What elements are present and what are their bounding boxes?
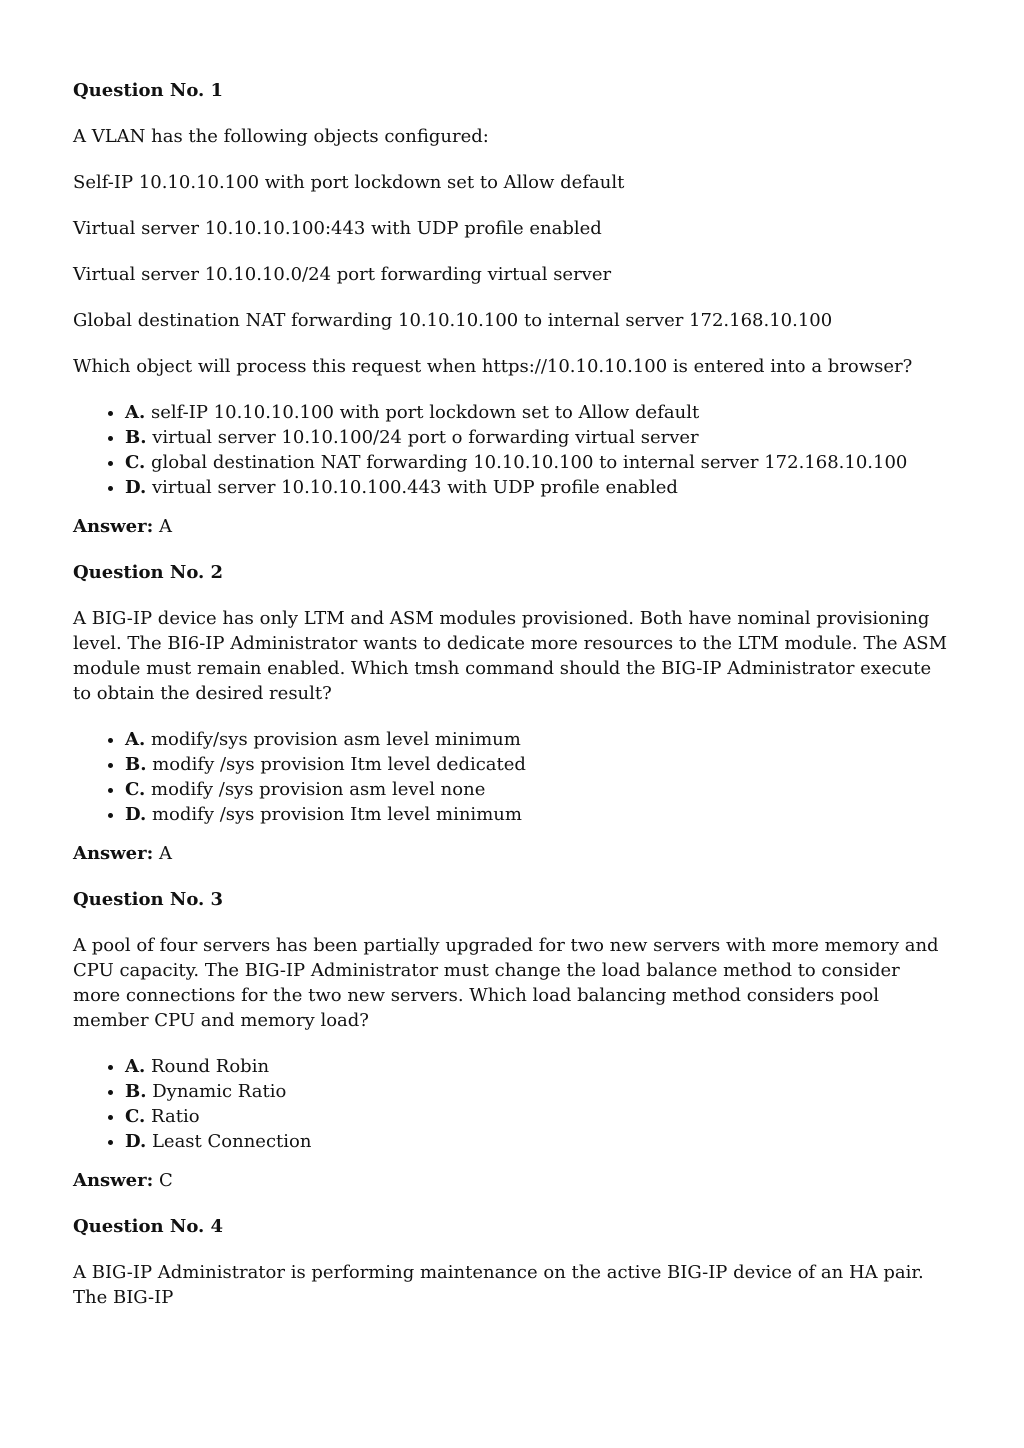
- option-item: [125, 425, 951, 450]
- option-text: global destination NAT forwarding 10.10.10.100 to internal server 172.168.10.100: [151, 452, 908, 473]
- question-4: [73, 1214, 951, 1310]
- options-list: [73, 727, 951, 827]
- option-text: Ratio: [151, 1106, 200, 1127]
- option-letter: A.: [125, 729, 146, 750]
- option-text: Dynamic Ratio: [152, 1081, 287, 1102]
- option-letter: D.: [125, 477, 147, 498]
- answer-label: Answer:: [73, 843, 154, 864]
- question-text: Global destination NAT forwarding 10.10.10.100 to internal server 172.168.10.100: [73, 310, 833, 331]
- answer-value: C: [159, 1170, 173, 1191]
- option-item: [125, 752, 951, 777]
- question-text: A pool of four servers has been partially upgraded for two new servers with more memory and CPU capacity. The BIG-IP Administrator must change the load balance method to consider more connections for the two new servers. Which load balancing method considers pool member CPU and memory load?: [73, 935, 939, 1031]
- option-item: [125, 1079, 951, 1104]
- option-item: [125, 475, 951, 500]
- option-text: virtual server 10.10.10.100.443 with UDP profile enabled: [151, 477, 678, 498]
- option-letter: C.: [125, 1106, 146, 1127]
- question-text: A VLAN has the following objects configured:: [73, 126, 489, 147]
- question-text: Virtual server 10.10.10.100:443 with UDP profile enabled: [73, 218, 602, 239]
- question-3: [73, 887, 951, 1193]
- question-title: Question No. 3: [73, 889, 224, 910]
- option-text: modify/sys provision asm level minimum: [150, 729, 521, 750]
- question-text: A BIG-IP device has only LTM and ASM modules provisioned. Both have nominal provisioning level. The BI6-IP Administrator wants to dedicate more resources to the LTM module. The ASM module must remain enabled. Which tmsh command should the BIG-IP Administrator execute to obtain the desired result?: [73, 608, 948, 704]
- option-letter: D.: [125, 1131, 147, 1152]
- question-text: Virtual server 10.10.10.0/24 port forwarding virtual server: [73, 264, 612, 285]
- option-letter: B.: [125, 754, 147, 775]
- option-text: self-IP 10.10.10.100 with port lockdown set to Allow default: [150, 402, 700, 423]
- answer-line: [73, 841, 951, 866]
- question-1: [73, 78, 951, 539]
- answer-label: Answer:: [73, 1170, 154, 1191]
- question-title: Question No. 1: [73, 80, 224, 101]
- answer-value: A: [159, 516, 172, 537]
- option-text: modify /sys provision asm level none: [151, 779, 486, 800]
- option-item: [125, 727, 951, 752]
- option-letter: A.: [125, 1056, 146, 1077]
- option-letter: A.: [125, 402, 146, 423]
- option-item: [125, 400, 951, 425]
- option-item: [125, 1104, 951, 1129]
- option-letter: B.: [125, 427, 147, 448]
- answer-value: A: [159, 843, 172, 864]
- options-list: [73, 400, 951, 500]
- option-letter: C.: [125, 452, 146, 473]
- option-letter: B.: [125, 1081, 147, 1102]
- question-text: Which object will process this request when https://10.10.10.100 is entered into a browser?: [73, 356, 913, 377]
- question-title: Question No. 4: [73, 1216, 224, 1237]
- question-text: Self-IP 10.10.10.100 with port lockdown set to Allow default: [73, 172, 625, 193]
- option-letter: C.: [125, 779, 146, 800]
- answer-line: [73, 1168, 951, 1193]
- option-text: virtual server 10.10.100/24 port o forwarding virtual server: [152, 427, 699, 448]
- option-text: modify /sys provision Itm level dedicated: [152, 754, 526, 775]
- option-item: [125, 802, 951, 827]
- answer-label: Answer:: [73, 516, 154, 537]
- options-list: [73, 1054, 951, 1154]
- answer-line: [73, 514, 951, 539]
- option-item: [125, 777, 951, 802]
- question-2: [73, 560, 951, 866]
- question-title: Question No. 2: [73, 562, 224, 583]
- option-item: [125, 1054, 951, 1079]
- option-item: [125, 450, 951, 475]
- option-item: [125, 1129, 951, 1154]
- option-text: modify /sys provision Itm level minimum: [151, 804, 522, 825]
- option-letter: D.: [125, 804, 147, 825]
- question-text: A BIG-IP Administrator is performing maintenance on the active BIG-IP device of an HA pair. The BIG-IP: [73, 1262, 924, 1308]
- option-text: Least Connection: [151, 1131, 312, 1152]
- option-text: Round Robin: [150, 1056, 270, 1077]
